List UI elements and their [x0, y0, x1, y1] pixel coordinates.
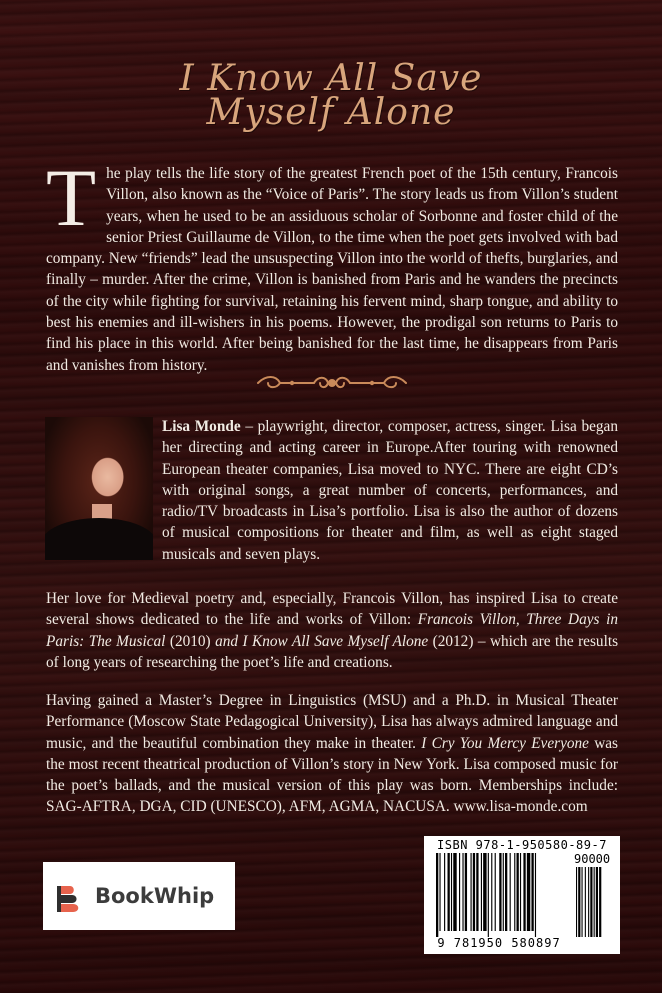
- title-line-2: Myself Alone: [206, 92, 456, 133]
- author-bio-text: – playwright, director, composer, actress, singer. Lisa began her directing and acting career in Europe.After touring with renowned European theater companies, Lisa moved to NYC. There are eight CD’s with original songs, a great number of concerts, performances, and radio/TV broadcasts in Lisa’s portfolio. Lisa is also the author of dozens of musical compositions for theater and film, as well as eight staged musicals and seven plays.: [162, 418, 618, 563]
- ean-number: 9 781950 580897: [437, 936, 561, 950]
- title-line-1: I Know All Save: [179, 58, 483, 99]
- publisher-name: BookWhip: [95, 884, 215, 908]
- synopsis-paragraph: [46, 152, 618, 376]
- price-addon: 90000: [574, 852, 611, 866]
- inspiration-text-2: (2010): [165, 632, 216, 650]
- bookwhip-logo-icon: [55, 880, 89, 914]
- work-title-2: and I Know All Save Myself Alone: [215, 632, 429, 650]
- inspiration-text-3: (2012) – which are the results of long years of researching the poet’s life and creations.: [46, 632, 619, 671]
- inspiration-paragraph: [46, 588, 618, 673]
- isbn-barcode: [424, 836, 620, 954]
- author-bio: [162, 416, 618, 565]
- author-photo: [45, 417, 153, 560]
- isbn-label: ISBN 978-1-950580-89-7: [437, 838, 607, 852]
- credentials-paragraph: [46, 690, 618, 818]
- ornament-divider: [252, 372, 412, 394]
- drop-cap: T: [46, 152, 97, 243]
- inspiration-text-1: Her love for Medieval poetry and, especially, Francois Villon, has inspired Lisa to create several shows dedicated to the life and works of Villon:: [46, 590, 618, 629]
- author-name: Lisa Monde: [162, 418, 241, 435]
- credentials-text-2: was the most recent theatrical production of Villon’s story in New York. Lisa composed music for the poet’s ballads, and the musical version of this play was born. Memberships include: SAG-AFTRA, DGA, CID (UNESCO), AFM, AGMA, NACUSA. www.lisa-monde.com: [46, 734, 618, 816]
- work-title-3: I Cry You Mercy Everyone: [421, 734, 589, 752]
- credentials-text-1: Having gained a Master’s Degree in Linguistics (MSU) and a Ph.D. in Musical Theater Performance (Moscow State Pedagogical University), Lisa has always admired language and music, and the beautiful combination they make in theater.: [46, 692, 618, 752]
- synopsis-text: he play tells the life story of the greatest French poet of the 15th century, Francois Villon, also known as the “Voice of Paris”. The story leads us from Villon’s student years, when he used to be an assiduous scholar of Sorbonne and foster child of the senior Priest Guillaume de Villon, to the time when the poet gets involved with bad company. New “friends” lead the unsuspecting Villon into the world of thefts, burglaries, and finally – murder. After the crime, Villon is banished from Paris and he wanders the precincts of the city while fighting for survival, retaining his fervent mind, sharp tongue, and ability to best his enemies and ill-wishers in his poems. However, the prodigal son returns to Paris to find his place in this world. After being banished for the last time, he disappears from Paris and vanishes from history.: [46, 165, 618, 374]
- work-title-1: Francois Villon, Three Days in Paris: The Musical: [46, 611, 618, 650]
- publisher-logo: [43, 862, 235, 930]
